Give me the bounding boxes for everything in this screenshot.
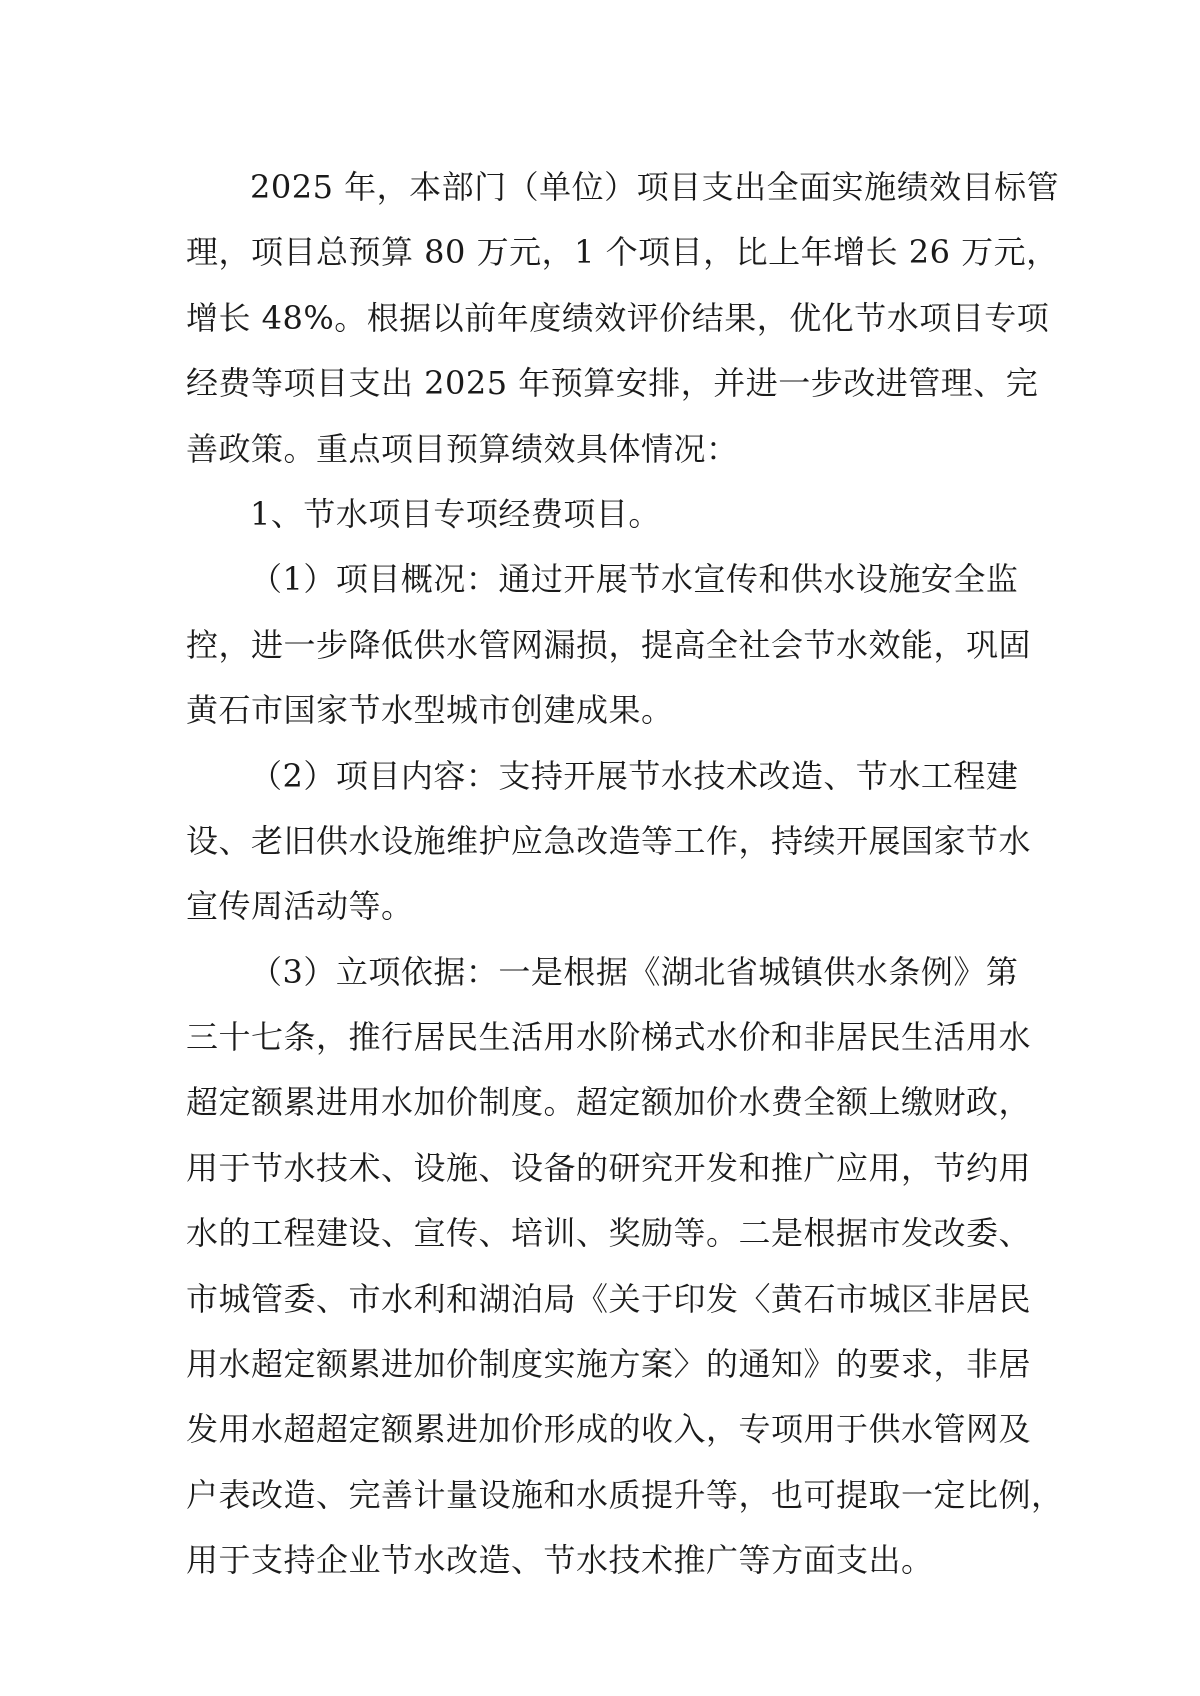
section-heading: 1、节水项目专项经费项目。 <box>250 494 661 533</box>
paragraph-line: （3）立项依据：一是根据《湖北省城镇供水条例》第 <box>250 952 1019 991</box>
paragraph-line: 经费等项目支出 2025 年预算安排，并进一步改进管理、完 <box>186 364 1039 403</box>
paragraph-line: （1）项目概况：通过开展节水宣传和供水设施安全监 <box>250 560 1019 599</box>
paragraph-line: 控，进一步降低供水管网漏损，提高全社会节水效能，巩固 <box>186 625 1032 664</box>
paragraph-line: 设、老旧供水设施维护应急改造等工作，持续开展国家节水 <box>186 821 1032 860</box>
paragraph-line: 2025 年，本部门（单位）项目支出全面实施绩效目标管 <box>250 168 1060 206</box>
paragraph-line: 三十七条，推行居民生活用水阶梯式水价和非居民生活用水 <box>186 1018 1032 1057</box>
paragraph-line: 户表改造、完善计量设施和水质提升等，也可提取一定比例， <box>186 1475 1064 1514</box>
paragraph-line: 用于节水技术、设施、设备的研究开发和推广应用，节约用 <box>186 1148 1032 1187</box>
paragraph-line: 善政策。重点项目预算绩效具体情况： <box>186 429 739 468</box>
paragraph-line: 宣传周活动等。 <box>186 887 414 926</box>
paragraph-line: 理，项目总预算 80 万元，1 个项目，比上年增长 26 万元， <box>186 233 1059 272</box>
paragraph-line: （2）项目内容：支持开展节水技术改造、节水工程建 <box>250 756 1019 795</box>
paragraph-line: 增长 48%。根据以前年度绩效评价结果，优化节水项目专项 <box>186 298 1050 337</box>
paragraph-line: 用水超定额累进加价制度实施方案〉的通知》的要求，非居 <box>186 1345 1032 1384</box>
paragraph-line: 市城管委、市水利和湖泊局《关于印发〈黄石市城区非居民 <box>186 1279 1032 1318</box>
paragraph-line: 超定额累进用水加价制度。超定额加价水费全额上缴财政， <box>186 1083 1032 1122</box>
paragraph-line: 黄石市国家节水型城市创建成果。 <box>186 691 674 730</box>
paragraph-line: 用于支持企业节水改造、节水技术推广等方面支出。 <box>186 1541 934 1580</box>
body-text <box>186 155 1064 1594</box>
paragraph-line: 发用水超超定额累进加价形成的收入，专项用于供水管网及 <box>186 1410 1032 1449</box>
paragraph-line: 水的工程建设、宣传、培训、奖励等。二是根据市发改委、 <box>186 1214 1032 1253</box>
